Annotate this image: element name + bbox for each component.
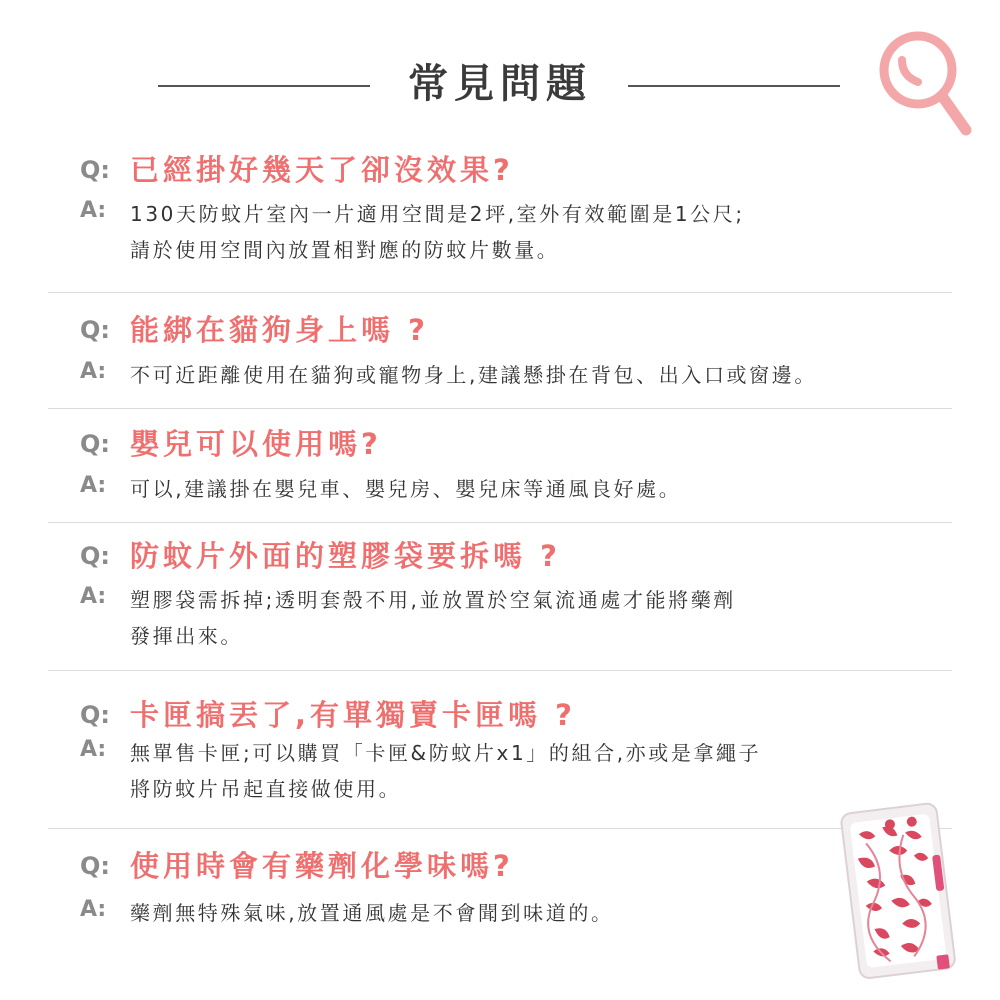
answer-line: 將防蚊片吊起直接做使用。 <box>130 777 402 801</box>
question-text: 卡匣搞丟了,有單獨賣卡匣嗎 ? <box>130 698 576 732</box>
answer-line: 可以,建議掛在嬰兒車、嬰兒房、嬰兒床等通風良好處。 <box>130 477 682 501</box>
question-text: 使用時會有藥劑化學味嗎? <box>130 849 514 883</box>
answer-line: 塑膠袋需拆掉;透明套殼不用,並放置於空氣流通處才能將藥劑 <box>130 588 736 612</box>
faq-divider <box>48 522 952 523</box>
page-title: 常見問題 <box>408 61 592 107</box>
question-marker: Q: <box>80 852 110 880</box>
answer-text <box>130 895 614 931</box>
answer-line: 不可近距離使用在貓狗或寵物身上,建議懸掛在背包、出入口或窗邊。 <box>130 363 817 387</box>
answer-marker: A: <box>80 359 107 384</box>
question-marker: Q: <box>80 542 110 570</box>
answer-line: 無單售卡匣;可以購買「卡匣&防蚊片x1」的組合,亦或是拿繩子 <box>130 741 762 765</box>
question-text: 嬰兒可以使用嗎? <box>130 427 382 461</box>
search-icon <box>876 28 976 144</box>
question-marker: Q: <box>80 701 110 729</box>
question-text: 防蚊片外面的塑膠袋要拆嗎 ? <box>130 539 561 573</box>
answer-text <box>130 471 681 507</box>
answer-marker: A: <box>80 198 107 223</box>
question-text: 已經掛好幾天了卻沒效果? <box>130 153 514 187</box>
faq-divider <box>48 408 952 409</box>
title-divider-left <box>158 85 370 87</box>
title-divider-right <box>628 85 840 87</box>
page-header <box>0 52 1000 112</box>
answer-marker: A: <box>80 897 107 922</box>
question-text: 能綁在貓狗身上嗎 ? <box>130 313 429 347</box>
question-marker: Q: <box>80 156 110 184</box>
faq-divider <box>48 670 952 671</box>
answer-text <box>130 735 761 807</box>
answer-line: 發揮出來。 <box>130 624 243 648</box>
answer-text <box>130 357 817 393</box>
answer-line: 130天防蚊片室內一片適用空間是2坪,室外有效範圍是1公尺; <box>130 202 745 226</box>
product-image <box>832 800 962 980</box>
answer-line: 請於使用空間內放置相對應的防蚊片數量。 <box>130 238 560 262</box>
answer-marker: A: <box>80 737 107 762</box>
question-marker: Q: <box>80 430 110 458</box>
question-marker: Q: <box>80 316 110 344</box>
answer-line: 藥劑無特殊氣味,放置通風處是不會聞到味道的。 <box>130 901 614 925</box>
answer-marker: A: <box>80 584 107 609</box>
faq-divider <box>48 828 952 829</box>
answer-marker: A: <box>80 473 107 498</box>
faq-divider <box>48 292 952 293</box>
answer-text <box>130 582 736 654</box>
answer-text <box>130 196 745 268</box>
